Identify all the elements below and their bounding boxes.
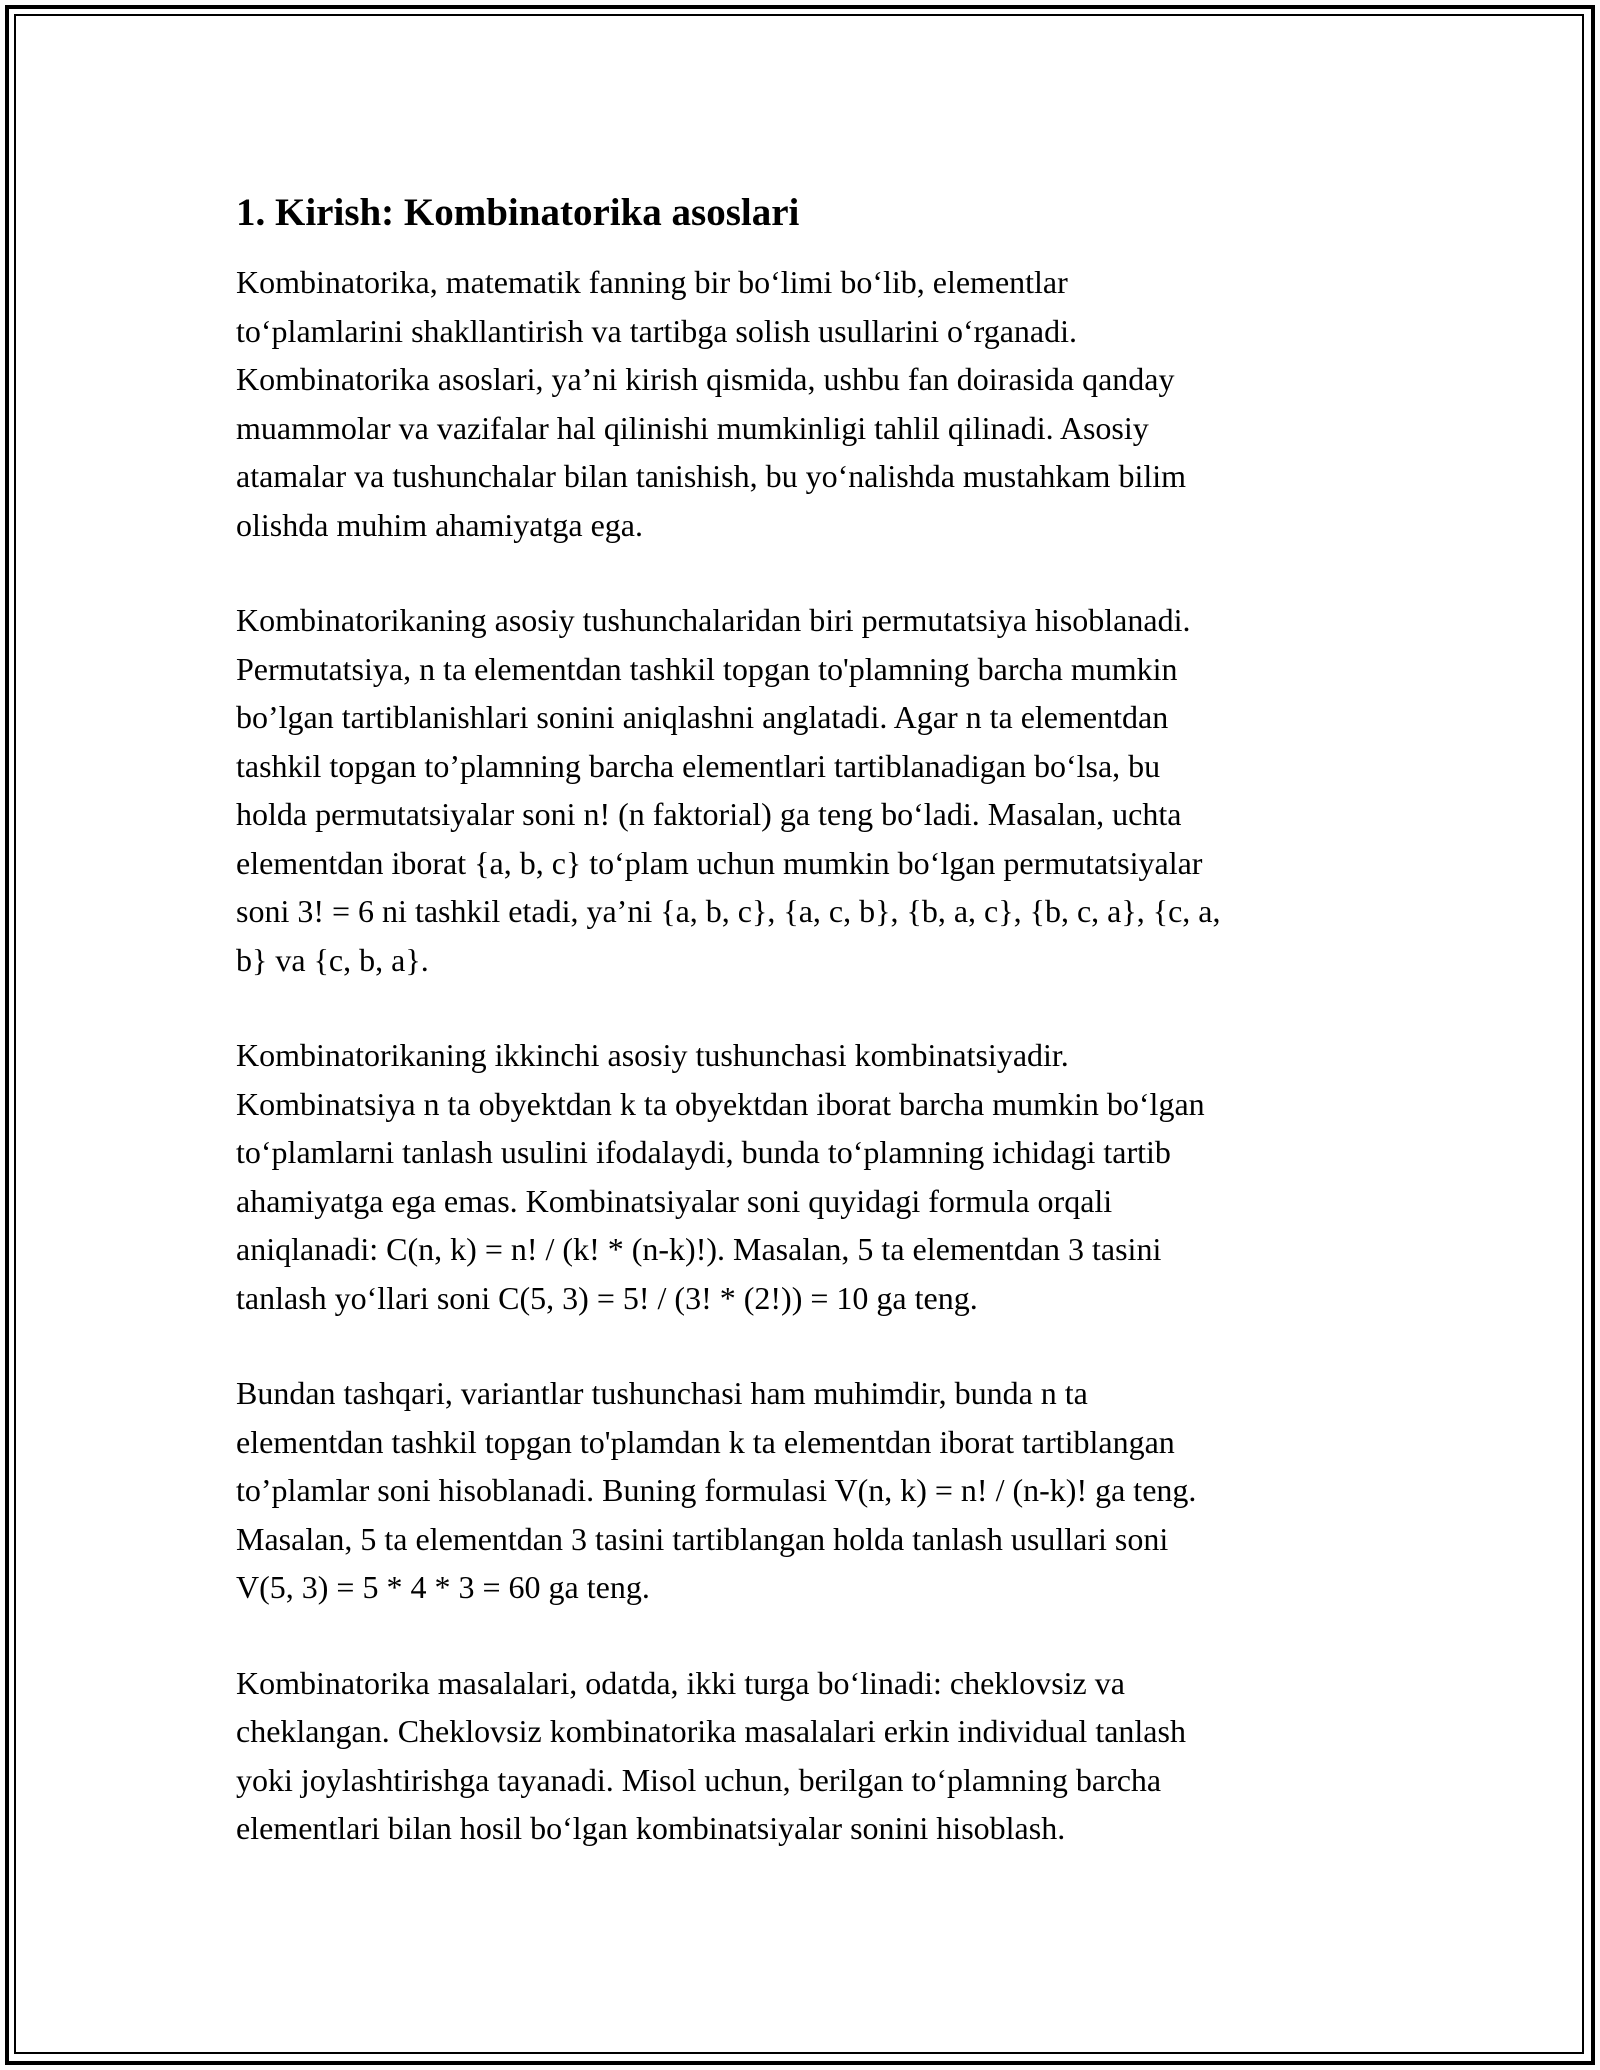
paragraph-permutation: Kombinatorikaning asosiy tushunchalaridan biri permutatsiya hisoblanadi. Permutatsiya, n ta elementdan tashkil topgan to'plamning barcha mumkin bo’lgan tartiblanishlari sonini aniqlashni anglatadi. Agar n ta elementdan tashkil topgan to’plamning barcha elementlari tartiblanadigan bo‘lsa, bu holda permutatsiyalar soni n! (n faktorial) ga teng bo‘ladi. Masalan, uchta elementdan iborat {a, b, c} to‘plam uchun mumkin bo‘lgan permutatsiyalar soni 3! = 6 ni tashkil etadi, ya’ni {a, b, c}, {a, c, b}, {b, a, c}, {b, c, a}, {c, a, b} va {c, b, a}. xyxy=(236,602,1221,978)
document-body xyxy=(236,184,1366,1900)
page-title: 1. Kirish: Kombinatorika asoslari xyxy=(236,191,800,234)
paragraph-introduction: Kombinatorika, matematik fanning bir bo‘limi bo‘lib, elementlar to‘plamlarini shakllantirish va tartibga solish usullarini o‘rganadi. Kombinatorika asoslari, ya’ni kirish qismida, ushbu fan doirasida qanday muammolar va vazifalar hal qilinishi mumkinligi tahlil qilinadi. Asosiy atamalar va tushunchalar bilan tanishish, bu yo‘nalishda mustahkam bilim olishda muhim ahamiyatga ega. xyxy=(236,264,1186,543)
paragraph-variations: Bundan tashqari, variantlar tushunchasi ham muhimdir, bunda n ta elementdan tashkil topgan to'plamdan k ta elementdan iborat tartiblangan to’plamlar soni hisoblanadi. Buning formulasi V(n, k) = n! / (n-k)! ga teng. Masalan, 5 ta elementdan 3 tasini tartiblangan holda tanlash usullari soni V(5, 3) = 5 * 4 * 3 = 60 ga teng. xyxy=(236,1375,1197,1605)
paragraph-combination: Kombinatorikaning ikkinchi asosiy tushunchasi kombinatsiyadir. Kombinatsiya n ta obyektdan k ta obyektdan iborat barcha mumkin bo‘lgan to‘plamlarni tanlash usulini ifodalaydi, bunda to‘plamning ichidagi tartib ahamiyatga ega emas. Kombinatsiyalar soni quyidagi formula orqali aniqlanadi: C(n, k) = n! / (k! * (n-k)!). Masalan, 5 ta elementdan 3 tasini tanlash yo‘llari soni C(5, 3) = 5! / (3! * (2!)) = 10 ga teng. xyxy=(236,1037,1205,1316)
paragraph-problem-types: Kombinatorika masalalari, odatda, ikki turga bo‘linadi: cheklovsiz va cheklangan. Cheklovsiz kombinatorika masalalari erkin individual tanlash yoki joylashtirishga tayanadi. Misol uchun, berilgan to‘plamning barcha elementlari bilan hosil bo‘lgan kombinatsiyalar sonini hisoblash. xyxy=(236,1664,1186,1846)
